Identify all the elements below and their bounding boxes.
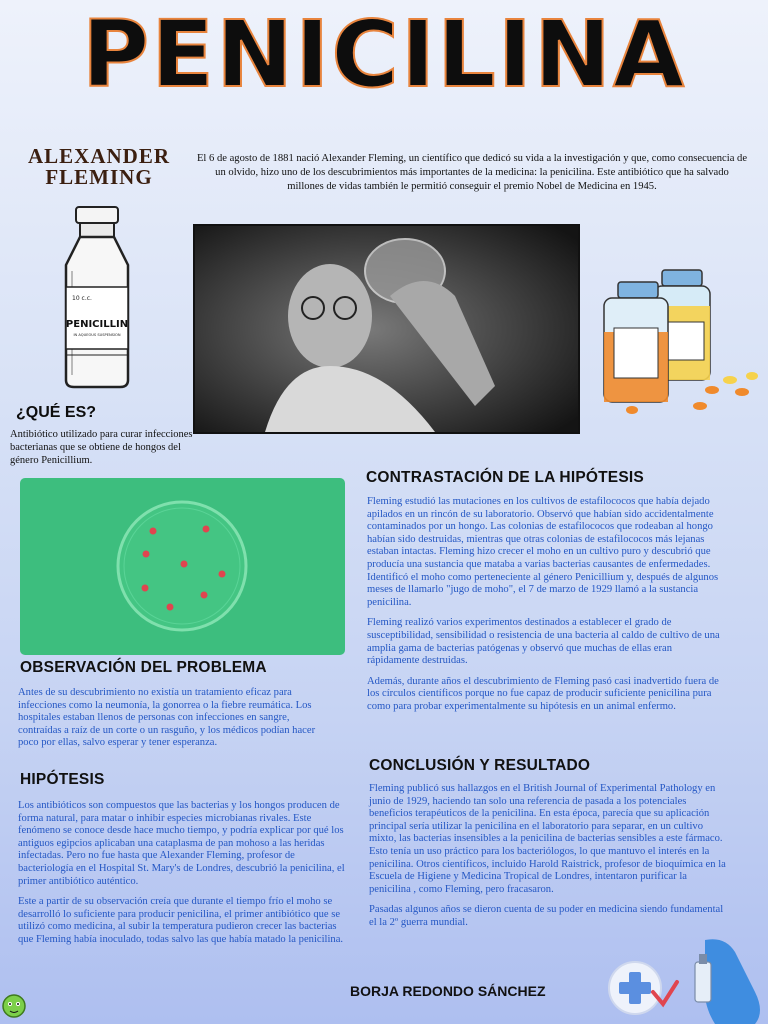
conclusion-text — [369, 783, 729, 938]
page-title: PENICILINA — [81, 1, 687, 108]
hipotesis-paragraph-2: Este a partir de su observación creía que durante el tiempo frío el moho se desarrolló lo suficiente para producir penicilina, el primer antibiótico que se utilizó como medicina, al subir la temperatura pudieron crecer las bacterias que Fleming había inoculado, todas salvo las que había matado la penicilina. — [18, 896, 344, 945]
conclusion-heading: CONCLUSIÓN Y RESULTADO — [369, 757, 591, 774]
bottle-label: PENICILLIN — [65, 319, 129, 330]
footer-author: BORJA REDONDO SÁNCHEZ — [350, 983, 546, 999]
medical-hand-illustration — [605, 932, 768, 1024]
penicillin-bottle-illustration — [52, 205, 142, 390]
contrastacion-paragraph-1: Fleming estudió las mutaciones en los cultivos de estafilococos que había dejado apilados en un rincón de su laboratorio. Observó que habían sido accidentalmente contaminados por un hongo. Las colonias de estafilococos que rodeaban al hongo habían sido destruidas, mientras que otras colonias de estafilococos más lejanas estaban intactas. Fleming hizo crecer el moho en un cultivo puro y descubrió que producía una sustancia que mataba a varias bacterias causantes de enfermedades. Identificó el moho como perteneciente al género Penicillium y, después de algunos meses de llamarlo "jugo de moho", el 7 de marzo de 1929 llamó a la sustancia penicilina. — [367, 496, 719, 608]
que-es-heading: ¿QUÉ ES? — [16, 404, 97, 421]
conclusion-paragraph-2: Pasadas algunos años se dieron cuenta de su poder en medicina siendo fundamental el la 2º guerra mundial. — [369, 904, 724, 928]
contrastacion-paragraph-3: Además, durante años el descubrimiento de Fleming pasó casi inadvertido fuera de los círculos científicos porque no fue capaz de producir suficiente penicilina pura como para probar experimentalmente su hipótesis en un animal enfermo. — [367, 675, 719, 712]
observacion-heading: OBSERVACIÓN DEL PROBLEMA — [20, 659, 267, 676]
intro-text: El 6 de agosto de 1881 nació Alexander Fleming, un científico que dedicó su vida a la investigación y que, como consecuencia de un olvido, hizo uno de los descubrimientos más importantes de la medicina: la penicilina. Este antibiótico que ha salvado millones de vidas también le permitió conseguir el premio Nobel de Medicina en 1945. — [196, 153, 748, 192]
fleming-photo — [193, 224, 580, 434]
author-heading: ALEXANDER FLEMING — [27, 144, 170, 189]
observacion-text — [18, 687, 330, 758]
hipotesis-heading: HIPÓTESIS — [20, 771, 105, 788]
contrastacion-paragraph-2: Fleming realizó varios experimentos destinados a establecer el grado de susceptibilidad, sensibilidad o resistencia de una bacteria al caldo de cultivo de una amplia gama de bacterias patógenas y observó que muchas de ellas eran rápidamente destruidas. — [367, 617, 720, 667]
contrastacion-heading: CONTRASTACIÓN DE LA HIPÓTESIS — [366, 469, 644, 486]
germ-icon — [0, 986, 30, 1024]
pill-bottles-illustration — [592, 262, 768, 422]
hipotesis-text — [18, 800, 346, 955]
conclusion-paragraph-1: Fleming publicó sus hallazgos en el British Journal of Experimental Pathology en junio de 1929, haciendo tan solo una referencia de pasada a los potenciales beneficios terapéuticos de la penicilina. En esta época, parecía que su aplicación principal sería utilizar la penicilina en el laboratorio para separar, en un cultivo mixto, las bacterias insensibles a la penicilina de bacterias sensibles a este fármaco. Esto tenía un uso práctico para los bacteriólogos, lo que mantuvo el interés en la penicilina. Otros científicos, incluido Harold Raistrick, profesor de bioquímica en la Escuela de Higiene y Medicina Tropical de Londres, intentaron purificar la penicilina , como Fleming, pero fracasaron. — [369, 783, 726, 895]
contrastacion-text — [367, 496, 727, 722]
petri-dish-illustration — [20, 478, 345, 655]
bottle-sublabel: IN AQUEOUS SUSPENSION — [73, 333, 121, 337]
observacion-paragraph: Antes de su descubrimiento no existía un tratamiento eficaz para infecciones como la neumonía, la gonorrea o la fiebre reumática. Los hospitales estaban llenos de personas con infecciones en sangre, contraídas a raíz de un corte o un rasguño, y los médicos podían hacer poco por ellas, salvo esperar y tener esperanza. — [18, 687, 316, 749]
hipotesis-paragraph-1: Los antibióticos son compuestos que las bacterias y los hongos producen de forma natural, para matar o inhibir especies microbianas rivales. Este fenómeno se conoce desde hace mucho tiempo, y podría explicar por qué los antiguos egipcios aplicaban una cataplasma de pan mohoso a las heridas infectadas. Pero no fue hasta que Alexander Fleming, profesor de bacteriología en el Hospital St. Mary's de Londres, descubrió la penicilina, el primer antibiótico auténtico. — [18, 800, 345, 887]
bottle-cc-label: 10 c.c. — [72, 295, 92, 302]
que-es-text: Antibiótico utilizado para curar infecciones bacterianas que se obtiene de hongos del género Penicillium. — [10, 429, 193, 466]
